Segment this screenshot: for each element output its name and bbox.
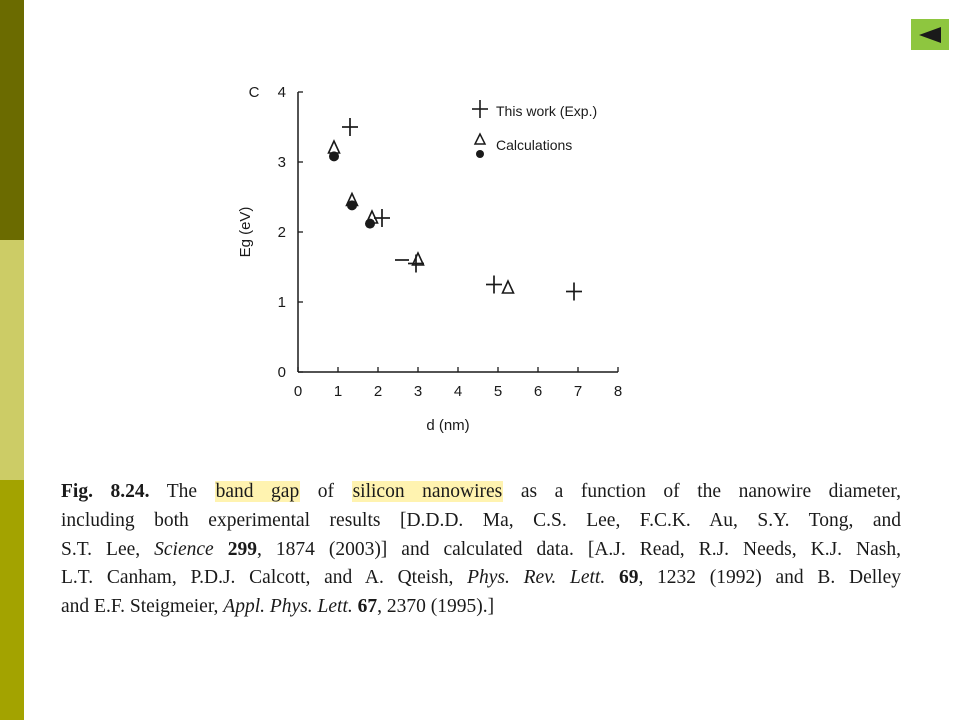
legend-entry-exp xyxy=(472,100,597,119)
y-tick-label: 4 xyxy=(277,84,286,101)
caption-text: as a function of the nanowire diameter, xyxy=(503,481,901,502)
caption-line-5 xyxy=(61,593,901,622)
legend-label-exp: This work (Exp.) xyxy=(496,103,598,119)
caption-journal: Science xyxy=(154,538,214,560)
legend-triangle-icon xyxy=(475,134,485,144)
caption-volume: 67 xyxy=(357,596,378,618)
caption-journal: Phys. Rev. Lett. xyxy=(467,567,606,589)
caption-text: , 2370 (1995).] xyxy=(377,596,495,618)
legend-entry-calc xyxy=(475,134,572,158)
x-tick-label: 8 xyxy=(613,383,623,400)
x-tick-label: 4 xyxy=(453,383,463,400)
x-tick-label: 3 xyxy=(413,383,423,400)
caption-text xyxy=(605,567,619,588)
data-point-calc-circle xyxy=(329,151,339,161)
caption-line-3 xyxy=(61,536,901,565)
back-button[interactable] xyxy=(911,19,949,50)
caption-line-1 xyxy=(61,478,901,507)
sidebar-band-top xyxy=(0,0,24,240)
caption-text: L.T. Canham, P.D.J. Calcott, and A. Qteish, xyxy=(61,567,468,589)
caption-volume: 299 xyxy=(227,538,257,560)
caption-line-4 xyxy=(61,564,901,593)
x-tick-label: 2 xyxy=(373,383,383,400)
caption-highlight-band-gap: band gap xyxy=(215,481,300,502)
sidebar-band-middle xyxy=(0,240,24,480)
caption-line-2: including both experimental results [D.D.D. Ma, C.S. Lee, F.C.K. Au, S.Y. Tong, and xyxy=(61,509,901,531)
caption-text: The xyxy=(149,481,215,502)
sidebar-decoration xyxy=(0,0,24,720)
chart-legend xyxy=(472,100,597,158)
legend-circle-icon xyxy=(476,150,484,158)
x-tick-label: 6 xyxy=(533,383,543,400)
caption-text: and E.F. Steigmeier, xyxy=(61,596,224,618)
caption-figure-label: Fig. 8.24. xyxy=(61,481,150,502)
y-axis-label: Eg (eV) xyxy=(237,206,254,258)
caption-text xyxy=(214,539,228,560)
left-triangle-icon xyxy=(917,25,943,45)
data-point-calc-circle xyxy=(365,219,375,229)
x-axis-label: d (nm) xyxy=(426,417,470,434)
y-tick-label: 1 xyxy=(277,294,286,311)
x-tick-label: 5 xyxy=(493,383,503,400)
data-point-exp xyxy=(486,276,502,294)
data-point-calc-triangle xyxy=(503,281,514,293)
data-point-calc-circle xyxy=(347,200,357,210)
caption-text: of xyxy=(300,481,352,502)
caption-volume: 69 xyxy=(618,567,639,589)
legend-label-calc: Calculations xyxy=(496,137,573,153)
data-point-exp xyxy=(374,209,390,227)
figure-caption xyxy=(61,478,901,622)
y-tick-label: 0 xyxy=(277,364,286,381)
x-tick-label: 0 xyxy=(293,383,303,400)
chart-ticks xyxy=(278,84,623,400)
band-gap-chart xyxy=(230,78,650,448)
y-tick-label: 2 xyxy=(277,224,286,241)
data-point-exp xyxy=(566,283,582,301)
caption-text: , 1874 (2003)] and calculated data. [A.J. Read, R.J. Needs, K.J. Nash, xyxy=(256,538,901,560)
data-point-calc-triangle xyxy=(329,141,340,153)
y-tick-label: 3 xyxy=(277,154,286,171)
sidebar-band-bottom xyxy=(0,480,24,720)
caption-highlight-silicon-nanowires: silicon nanowires xyxy=(352,481,503,502)
caption-journal: Appl. Phys. Lett. xyxy=(223,596,353,618)
data-point-exp xyxy=(342,118,358,136)
caption-text: S.T. Lee, xyxy=(61,538,155,560)
y-top-mark: C xyxy=(248,84,260,101)
x-tick-label: 1 xyxy=(333,383,343,400)
caption-text: , 1232 (1992) and B. Delley xyxy=(638,567,901,589)
x-tick-label: 7 xyxy=(573,383,583,400)
